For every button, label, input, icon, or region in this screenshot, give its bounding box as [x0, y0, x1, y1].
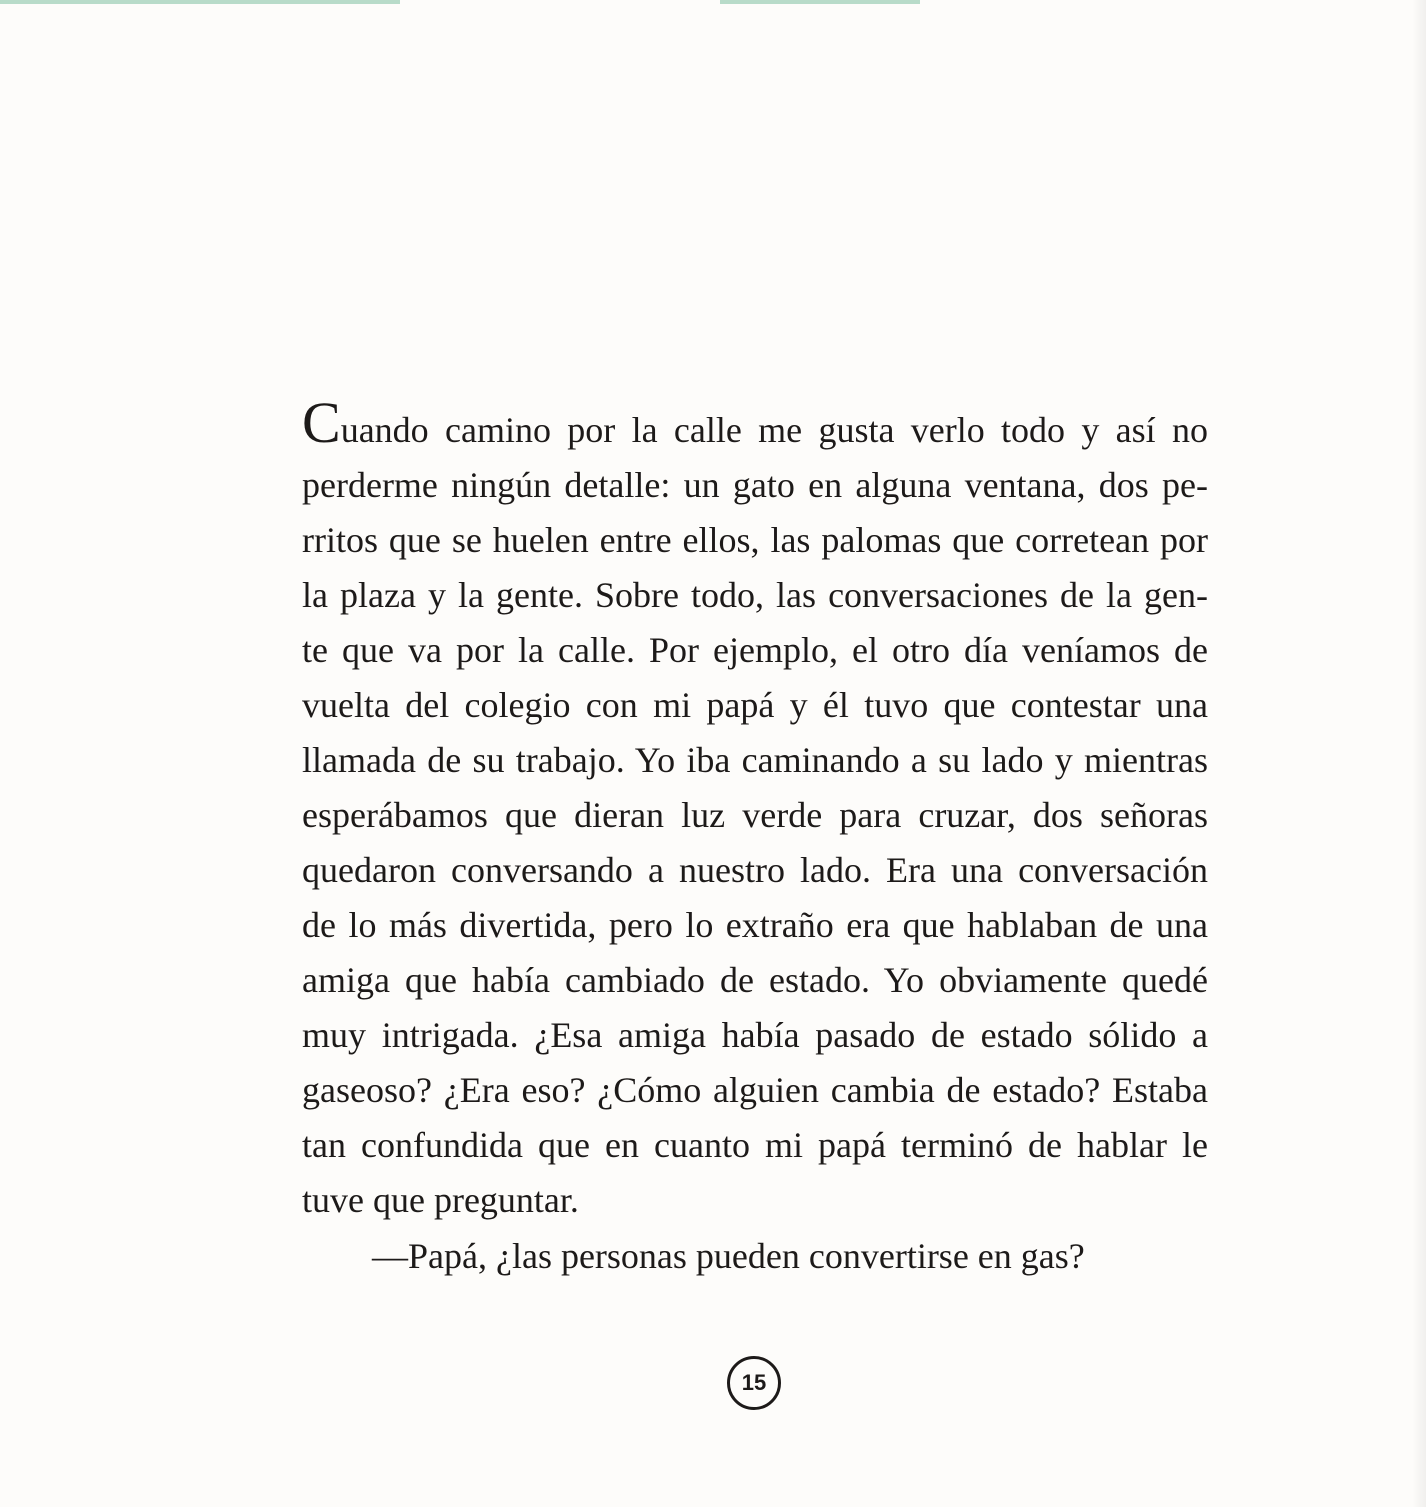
- paragraph-line: rritos que se huelen entre ellos, las palomas que corretean por: [302, 520, 1208, 560]
- page-number: 15: [741, 1370, 767, 1395]
- paragraph-line: [302, 390, 1208, 458]
- paragraph-line: te que va por la calle. Por ejemplo, el otro día veníamos de: [302, 630, 1208, 670]
- paragraph-line: de lo más divertida, pero lo extraño era que hablaban de una: [302, 905, 1208, 945]
- page-edge-tint: [0, 0, 400, 4]
- paragraph-line: gaseoso? ¿Era eso? ¿Cómo alguien cambia de estado? Estaba: [302, 1070, 1208, 1110]
- paragraph-line: la plaza y la gente. Sobre todo, las conversaciones de la gen-: [302, 575, 1208, 615]
- paragraph-line: tan confundida que en cuanto mi papá terminó de hablar le: [302, 1125, 1208, 1165]
- paragraph-line: esperábamos que dieran luz verde para cruzar, dos señoras: [302, 795, 1208, 835]
- dialogue-line: —Papá, ¿las personas pueden convertirse en gas?: [372, 1236, 1085, 1276]
- paragraph-line: muy intrigada. ¿Esa amiga había pasado de estado sólido a: [302, 1015, 1208, 1055]
- paragraph-line: quedaron conversando a nuestro lado. Era una conversación: [302, 850, 1208, 890]
- page-edge-tint: [720, 0, 920, 4]
- paragraph-line: tuve que preguntar.: [302, 1180, 579, 1220]
- paragraph-line: llamada de su trabajo. Yo iba caminando a su lado y mientras: [302, 740, 1208, 780]
- drop-cap: C: [302, 390, 341, 455]
- body-paragraph: [302, 390, 1208, 1228]
- first-line-text: uando camino por la calle me gusta verlo todo y así no: [340, 410, 1208, 450]
- paragraph-line: vuelta del colegio con mi papá y él tuvo que contestar una: [302, 685, 1208, 725]
- page-gutter-shadow: [1412, 0, 1426, 1507]
- paragraph-line: amiga que había cambiado de estado. Yo obviamente quedé: [302, 960, 1208, 1000]
- page-number-badge: [727, 1356, 781, 1410]
- paragraph-line: perderme ningún detalle: un gato en alguna ventana, dos pe-: [302, 465, 1208, 505]
